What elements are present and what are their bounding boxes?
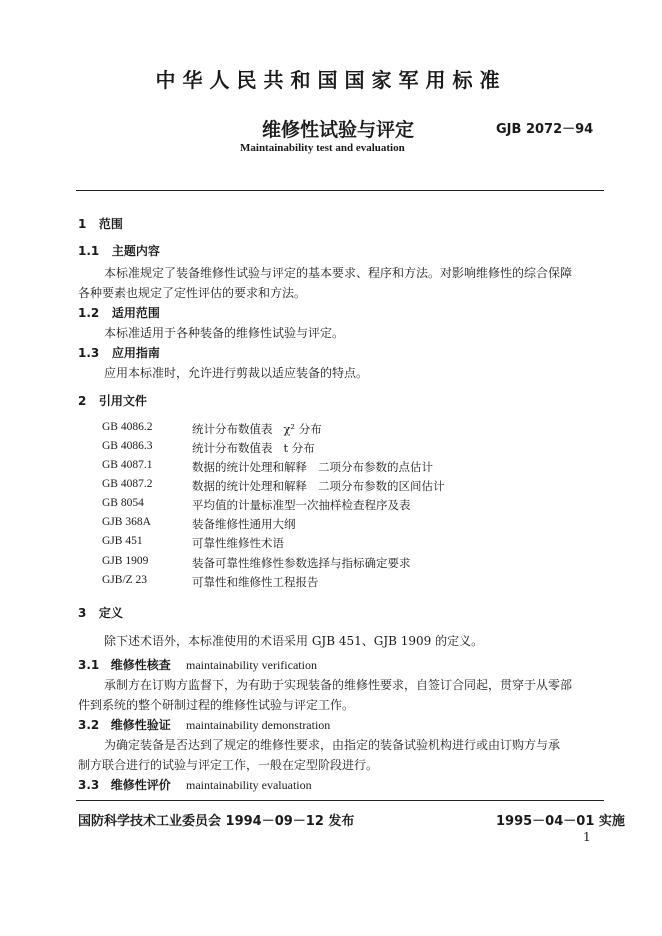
section-3-1-heading: 3.1 维修性核查 maintainability verification xyxy=(78,658,317,672)
section-1-2-heading: 1.2 适用范围 xyxy=(78,306,160,320)
section-3-1-text-2: 件到系统的整个研制过程的维修性试验与评定工作。 xyxy=(78,698,355,712)
section-3-2-heading: 3.2 维修性验证 maintainability demonstration xyxy=(78,718,331,732)
ref-code: GJB 451 xyxy=(102,535,143,547)
ref-code: GB 4087.1 xyxy=(102,459,153,471)
section-3-intro: 除下述术语外，本标准使用的术语采用 GJB 451、GJB 1909 的定义。 xyxy=(104,634,484,648)
ref-code: GB 4086.2 xyxy=(102,421,153,433)
section-2-heading: 2 引用文件 xyxy=(78,394,147,408)
section-1-3-heading: 1.3 应用指南 xyxy=(78,346,160,360)
ref-title: 统计分布数值表 t 分布 xyxy=(192,441,315,455)
section-3-heading: 3 定义 xyxy=(78,606,123,620)
section-1-1-text-2: 各种要素也规定了定性评估的要求和方法。 xyxy=(78,286,307,300)
section-1-1-heading: 1.1 主题内容 xyxy=(78,244,160,258)
ref-code: GB 4087.2 xyxy=(102,478,153,490)
ref-title: 数据的统计处理和解释 二项分布参数的点估计 xyxy=(192,460,433,474)
ref-title: 可靠性和维修性工程报告 xyxy=(192,575,319,589)
page-number: 1 xyxy=(583,830,591,844)
ref-title: 装备维修性通用大纲 xyxy=(192,517,296,531)
ref-code: GJB 368A xyxy=(102,516,151,528)
effective-date: 1995－04－01 实施 xyxy=(496,814,625,829)
ref-title: 数据的统计处理和解释 二项分布参数的区间估计 xyxy=(192,479,445,493)
header-rule xyxy=(76,190,604,191)
section-3-2-text-1: 为确定装备是否达到了规定的维修性要求，由指定的装备试验机构进行或由订购方与承 xyxy=(104,738,561,752)
issuer: 国防科学技术工业委员会 1994－09－12 发布 xyxy=(78,814,355,829)
section-3-3-heading: 3.3 维修性评价 maintainability evaluation xyxy=(78,778,312,792)
ref-title: 统计分布数值表 χ² 分布 xyxy=(192,422,322,436)
ref-code: GB 4086.3 xyxy=(102,440,153,452)
ref-code: GB 8054 xyxy=(102,497,144,509)
ref-code: GJB 1909 xyxy=(102,555,149,567)
ref-title: 装备可靠性维修性参数选择与指标确定要求 xyxy=(192,556,411,570)
footer-rule xyxy=(76,800,604,801)
doc-code: GJB 2072－94 xyxy=(496,122,594,137)
section-1-1-text-1: 本标准规定了装备维修性试验与评定的基本要求、程序和方法。对影响维修性的综合保障 xyxy=(104,266,573,280)
doc-title: 维修性试验与评定 xyxy=(262,119,415,141)
section-1-2-text: 本标准适用于各种装备的维修性试验与评定。 xyxy=(104,326,345,340)
section-1-3-text: 应用本标准时，允许进行剪裁以适应装备的特点。 xyxy=(104,366,369,380)
ref-title: 平均值的计量标准型一次抽样检查程序及表 xyxy=(192,498,411,512)
section-3-1-text-1: 承制方在订购方监督下，为有助于实现装备的维修性要求，自签订合同起，贯穿于从零部 xyxy=(104,678,573,692)
ref-code: GJB/Z 23 xyxy=(102,574,148,586)
ref-title: 可靠性维修性术语 xyxy=(192,536,284,550)
section-1-heading: 1 范围 xyxy=(78,217,123,231)
doc-title-en: Maintainability test and evaluation xyxy=(240,142,405,154)
org-title: 中华人民共和国国家军用标准 xyxy=(155,68,507,92)
section-3-2-text-2: 制方联合进行的试验与评定工作，一般在定型阶段进行。 xyxy=(78,758,379,772)
